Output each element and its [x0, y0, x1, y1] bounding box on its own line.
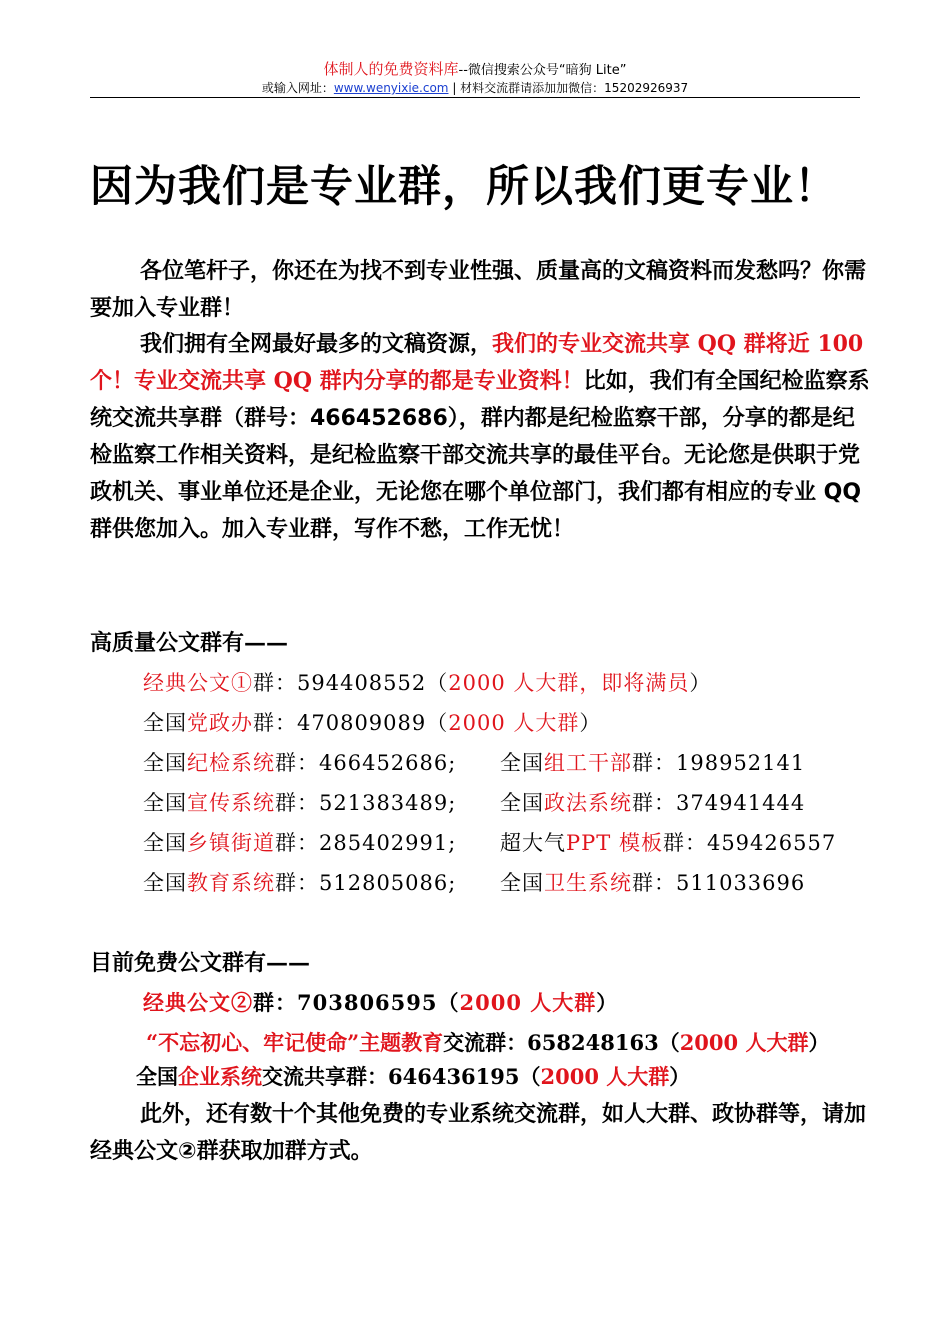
free-section-heading: 目前免费公文群有—— — [90, 950, 311, 976]
closing-text: 此外，还有数十个其他免费的专业系统交流群，如人大群、政协群等，请加经典公文②群获取加群方式。 — [90, 1102, 867, 1164]
group-name: 宣传系统 — [187, 791, 275, 815]
paid-section-heading: 高质量公文群有—— — [90, 630, 289, 656]
classic-group-1-name: 经典公文① — [143, 671, 253, 695]
group-row-2-left — [143, 787, 456, 817]
site-url-link[interactable]: www.wenyixie.com — [333, 81, 449, 95]
group-number: 群：511033696 — [632, 871, 806, 895]
group-row-2-right — [500, 787, 805, 817]
enterprise-group-number: 交流共享群：646436195（ — [262, 1064, 541, 1089]
intro-p2-lead: 我们拥有全网最好最多的文稿资源， — [140, 332, 493, 357]
group-name: 卫生系统 — [544, 871, 632, 895]
group-number: 群：198952141 — [632, 751, 806, 775]
group-number: 群：521383489; — [275, 791, 457, 815]
group-row-1-right — [500, 747, 805, 777]
group-row-3-right — [500, 827, 836, 857]
group-pre: 全国 — [143, 791, 187, 815]
header-line-2 — [90, 79, 860, 96]
intro-p2-highlight: 我们的专业交流共享 QQ 群将近 100 个！专业交流共享 QQ 群内分享的都是专业资料！ — [90, 331, 864, 394]
theme-group-name: “不忘初心、牢记使命”主题教育 — [146, 1030, 444, 1055]
party-group-close: ） — [579, 711, 602, 735]
group-name: 组工干部 — [544, 751, 632, 775]
classic-group-2-line — [143, 987, 618, 1017]
classic-group-1-note: 2000 人大群，即将满员 — [448, 671, 690, 695]
intro-p2-rest: 比如，我们有全国纪检监察系统交流共享群（群号：466452686），群内都是纪检监察干部，分享的都是纪检监察工作相关资料，是纪检监察干部交流共享的最佳平台。无论您是供职于党政机关、事业单位还是企业，无论您在哪个单位部门，我们都有相应的专业 QQ 群供您加入。加入专业群，写作不愁，工作无忧！ — [90, 369, 870, 542]
group-row-4-right — [500, 867, 805, 897]
group-number: 群：459426557 — [662, 831, 837, 855]
header-line-1 — [90, 58, 860, 79]
url-prefix: 或输入网址： — [261, 81, 334, 95]
theme-group-line — [146, 1027, 829, 1057]
group-pre: 全国 — [143, 871, 187, 895]
group-number: 群：285402991; — [275, 831, 457, 855]
page-title: 因为我们是专业群，所以我们更专业！ — [90, 162, 838, 212]
group-pre: 全国 — [143, 751, 187, 775]
classic-group-2-note: 2000 人大群 — [459, 990, 597, 1015]
enterprise-group-note: 2000 人大群 — [540, 1064, 670, 1089]
party-group-note: 2000 人大群 — [448, 711, 580, 735]
contact-text: | 材料交流群请添加加微信：15202926937 — [448, 81, 689, 95]
group-number: 群：512805086; — [275, 871, 457, 895]
party-group-name: 党政办 — [187, 711, 253, 735]
group-pre: 全国 — [500, 791, 544, 815]
enterprise-group-close: ） — [669, 1064, 691, 1089]
group-name: 政法系统 — [544, 791, 632, 815]
group-name: 纪检系统 — [187, 751, 275, 775]
group-pre: 全国 — [500, 751, 544, 775]
group-pre: 超大气 — [500, 831, 566, 855]
intro-paragraph-1 — [90, 253, 870, 327]
classic-group-1-number: 群：594408552（ — [253, 671, 449, 695]
group-number: 群：374941444 — [632, 791, 806, 815]
party-group-number: 群：470809089（ — [253, 711, 449, 735]
enterprise-group-pre: 全国 — [136, 1064, 178, 1089]
enterprise-group-name: 企业系统 — [178, 1064, 262, 1089]
classic-group-2-name: 经典公文② — [143, 990, 253, 1015]
group-pre: 全国 — [500, 871, 544, 895]
intro-p1-text: 各位笔杆子，你还在为找不到专业性强、质量高的文稿资料而发愁吗？你需要加入专业群！ — [90, 259, 867, 321]
wechat-text: --微信搜索公众号“暗狗 Lite” — [458, 63, 627, 78]
group-row-3-left — [143, 827, 456, 857]
party-group-pre: 全国 — [143, 711, 187, 735]
group-number: 群：466452686; — [275, 751, 457, 775]
theme-group-number: 交流群：658248163（ — [443, 1030, 680, 1055]
intro-paragraph-2 — [90, 326, 870, 548]
group-name: 教育系统 — [187, 871, 275, 895]
group-name: PPT 模板 — [566, 831, 663, 855]
group-pre: 全国 — [143, 831, 187, 855]
header-divider — [90, 97, 860, 98]
theme-group-close: ） — [808, 1030, 830, 1055]
party-group-line — [143, 707, 601, 737]
classic-group-1-close: ） — [689, 671, 712, 695]
group-name: 乡镇街道 — [187, 831, 275, 855]
site-name: 体制人的免费资料库 — [323, 60, 459, 78]
classic-group-2-number: 群：703806595（ — [253, 990, 460, 1015]
group-row-1-left — [143, 747, 456, 777]
group-row-4-left — [143, 867, 456, 897]
classic-group-2-close: ） — [596, 990, 619, 1015]
closing-paragraph — [90, 1096, 870, 1170]
theme-group-note: 2000 人大群 — [679, 1030, 809, 1055]
classic-group-1-line — [143, 667, 711, 697]
enterprise-group-line — [136, 1061, 690, 1091]
